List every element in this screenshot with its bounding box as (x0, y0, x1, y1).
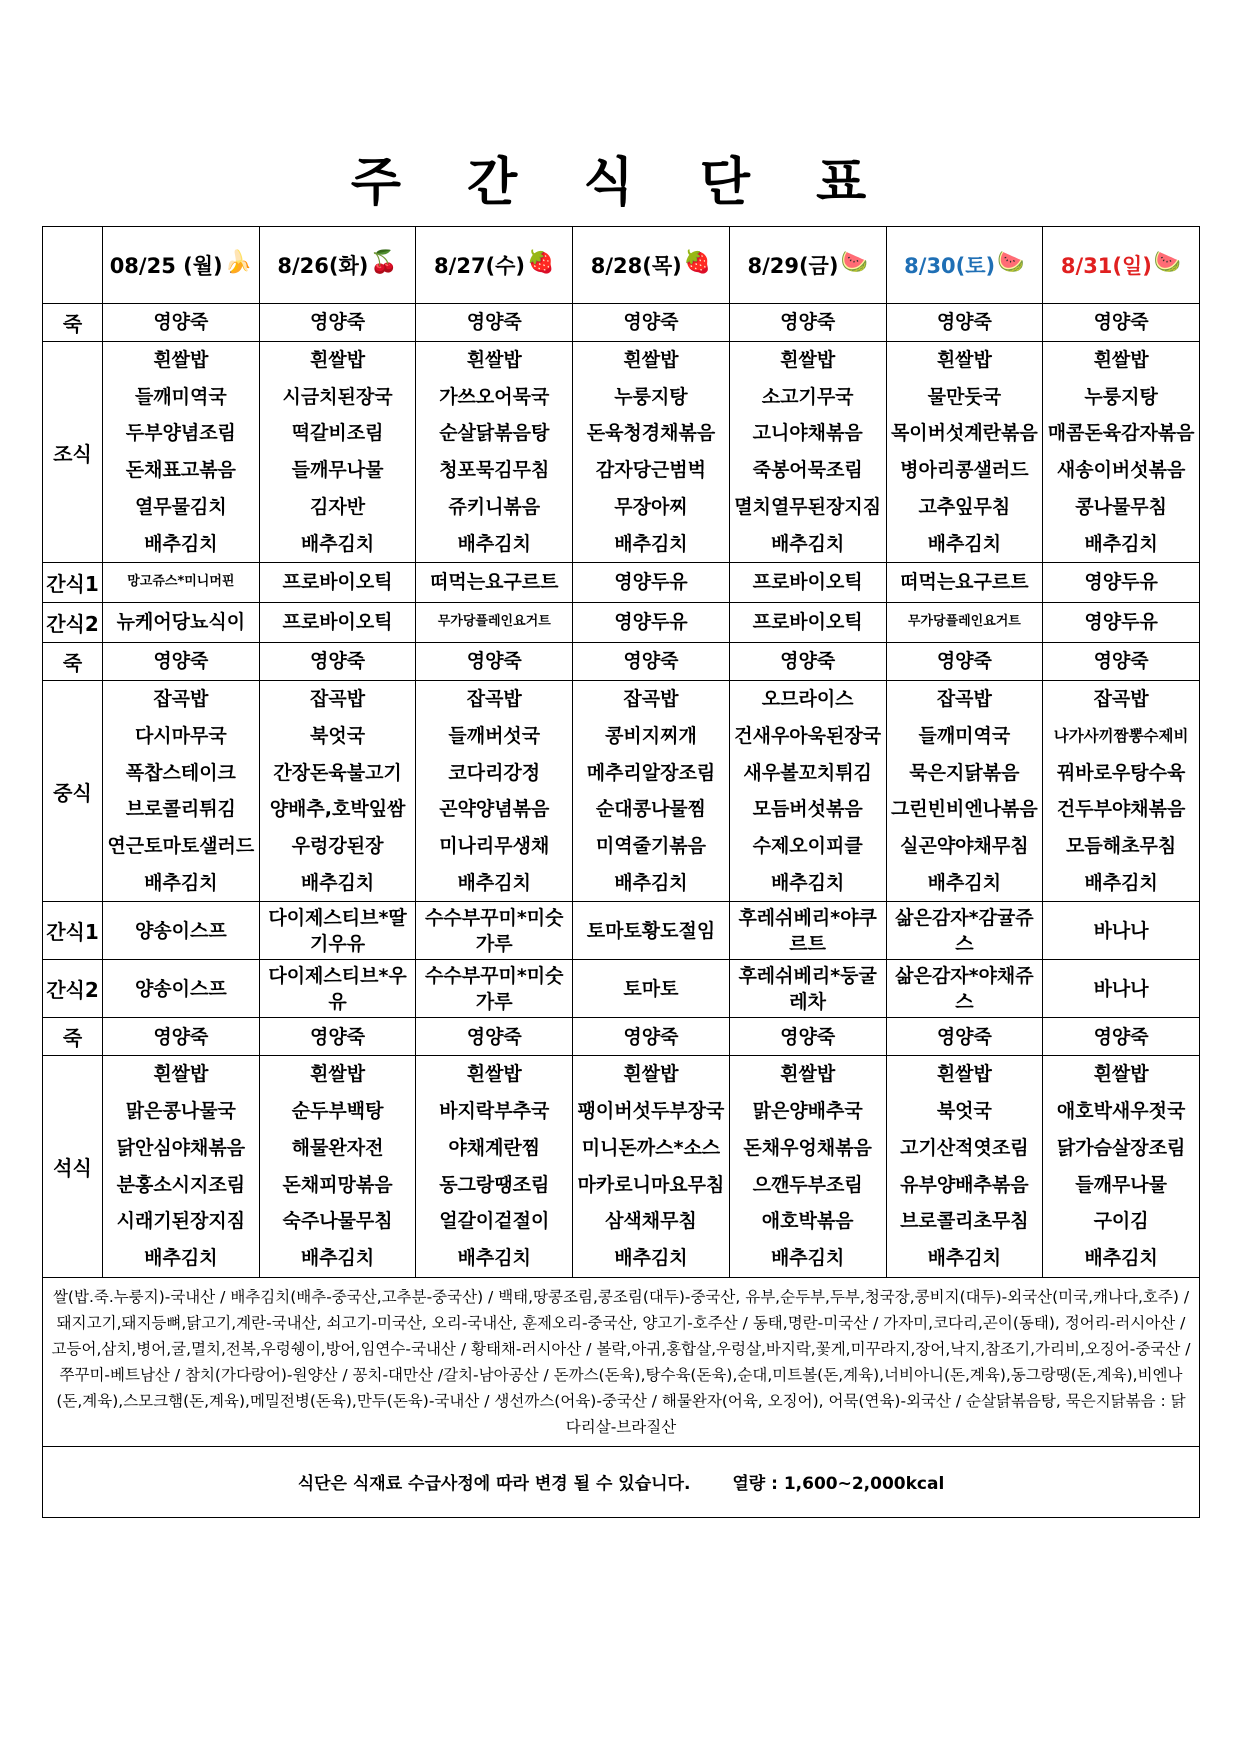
menu-item: 순대콩나물찜 (595, 798, 707, 821)
breakfast-label: 조식 (43, 342, 103, 563)
dinner-porridge-cell: 영양죽 (416, 1018, 573, 1056)
lunch-porridge-cell: 영양죽 (573, 643, 730, 681)
menu-item: 배추김치 (144, 1246, 218, 1269)
menu-item: 꿔바로우탕수육 (1056, 761, 1186, 784)
menu-item: 으깬두부조림 (752, 1173, 863, 1196)
breakfast-porridge-cell: 영양죽 (886, 304, 1043, 342)
menu-item: 고니야채볶음 (752, 422, 863, 445)
dinner-row (43, 1056, 1200, 1277)
pm-snack1-cell: 바나나 (1043, 902, 1200, 960)
menu-item: 흰쌀밥 (936, 349, 992, 371)
menu-item: 배추김치 (300, 1246, 375, 1269)
breakfast-porridge-row (43, 304, 1200, 342)
menu-item: 순살닭볶음탕 (439, 422, 550, 445)
menu-item: 순두부백탕 (291, 1100, 384, 1123)
breakfast-porridge-cell: 영양죽 (103, 304, 260, 342)
menu-item: 배추김치 (770, 871, 845, 894)
menu-item: 돈채우엉채볶음 (743, 1136, 872, 1159)
menu-item: 흰쌀밥 (623, 1063, 679, 1086)
menu-item: 구이김 (1093, 1210, 1149, 1233)
menu-item: 잡곡밥 (1093, 688, 1149, 711)
am-snack2-cell: 무가당플레인요거트 (886, 603, 1043, 643)
breakfast-cell (259, 342, 416, 563)
menu-item: 배추김치 (457, 871, 531, 894)
menu-item: 죽봉어묵조림 (752, 459, 863, 482)
menu-item: 누룽지탕 (614, 385, 688, 408)
dinner-porridge-cell: 영양죽 (886, 1018, 1043, 1056)
menu-item: 병아리콩샐러드 (900, 459, 1029, 482)
dinner-label: 석식 (43, 1056, 103, 1277)
menu-item: 새우볼꼬치튀김 (743, 761, 872, 784)
menu-item: 잡곡밥 (936, 688, 992, 711)
pm-snack1-label: 간식1 (43, 902, 103, 960)
dinner-cell (259, 1056, 416, 1277)
menu-item: 멸치열무된장지짐 (734, 495, 882, 518)
menu-item: 배추김치 (300, 532, 375, 555)
menu-item: 애호박볶음 (761, 1210, 854, 1233)
breakfast-cell (886, 342, 1043, 563)
dinner-cell (886, 1056, 1043, 1277)
day-header-sun: 8/31(일)🍉 (1043, 227, 1200, 304)
am-snack1-cell: 영양두유 (1043, 563, 1200, 603)
lunch-cell (729, 681, 886, 902)
dinner-porridge-cell: 영양죽 (259, 1018, 416, 1056)
pm-snack2-cell: 수수부꾸미*미숫가루 (416, 960, 573, 1018)
lunch-cell (573, 681, 730, 902)
pm-snack2-label: 간식2 (43, 960, 103, 1018)
menu-item: 흰쌀밥 (310, 1063, 366, 1086)
menu-item: 다시마무국 (134, 724, 227, 747)
breakfast-porridge-cell: 영양죽 (259, 304, 416, 342)
menu-item: 동그랑땡조림 (439, 1173, 550, 1196)
am-snack1-row (43, 563, 1200, 603)
menu-item: 나가사끼짬뽕수제비 (1053, 726, 1189, 745)
fruit-icon: 🍉 (840, 250, 868, 275)
menu-item: 두부양념조림 (125, 422, 236, 445)
dinner-cell (103, 1056, 260, 1277)
pm-snack1-cell: 토마토황도절임 (573, 902, 730, 960)
menu-item: 모듬버섯볶음 (752, 798, 863, 821)
am-snack2-cell: 영양두유 (1043, 603, 1200, 643)
menu-item: 그린빈비엔나볶음 (890, 798, 1038, 821)
menu-item: 배추김치 (1084, 1246, 1158, 1269)
menu-item: 감자당근범벅 (595, 459, 707, 482)
menu-item: 배추김치 (927, 1246, 1002, 1269)
pm-snack1-row (43, 902, 1200, 960)
menu-item: 들깨미역국 (918, 724, 1011, 747)
fruit-icon: 🍉 (997, 250, 1025, 275)
menu-item: 잡곡밥 (466, 688, 522, 711)
lunch-porridge-cell: 영양죽 (886, 643, 1043, 681)
lunch-cell (886, 681, 1043, 902)
menu-item: 배추김치 (1084, 532, 1158, 555)
menu-item: 열무물김치 (134, 495, 227, 518)
am-snack2-cell: 프로바이오틱 (259, 603, 416, 643)
breakfast-cell (103, 342, 260, 563)
menu-item: 흰쌀밥 (780, 349, 836, 371)
menu-item: 수제오이피클 (752, 835, 863, 858)
am-snack2-label: 간식2 (43, 603, 103, 643)
lunch-porridge-label: 죽 (43, 643, 103, 681)
menu-item: 누룽지탕 (1084, 385, 1158, 408)
calorie-info: 열량 : 1,600~2,000kcal (732, 1474, 945, 1495)
menu-item: 매콤돈육감자볶음 (1047, 422, 1195, 445)
am-snack1-cell: 프로바이오틱 (259, 563, 416, 603)
menu-item: 브로콜리초무침 (900, 1210, 1029, 1233)
menu-item: 물만둣국 (927, 385, 1002, 408)
menu-item: 유부양배추볶음 (900, 1173, 1029, 1196)
menu-item: 북엇국 (936, 1100, 992, 1123)
pm-snack2-cell: 바나나 (1043, 960, 1200, 1018)
pm-snack1-cell: 양송이스프 (103, 902, 260, 960)
day-header-tue: 8/26(화)🍒 (259, 227, 416, 304)
notice-text: 식단은 식재료 수급사정에 따라 변경 될 수 있습니다. (297, 1474, 691, 1495)
lunch-porridge-cell: 영양죽 (103, 643, 260, 681)
menu-item: 연근토마토샐러드 (107, 835, 255, 858)
breakfast-porridge-label: 죽 (43, 304, 103, 342)
menu-item: 브로콜리튀김 (125, 798, 236, 821)
menu-item: 돈채피망볶음 (282, 1173, 393, 1196)
am-snack1-cell: 떠먹는요구르트 (886, 563, 1043, 603)
menu-item: 모듬해초무침 (1066, 835, 1177, 858)
menu-item: 목이버섯계란볶음 (890, 422, 1038, 445)
menu-item: 곤약양념볶음 (439, 798, 550, 821)
day-header-wed: 8/27(수)🍓 (416, 227, 573, 304)
am-snack1-cell: 떠먹는요구르트 (416, 563, 573, 603)
am-snack1-cell: 영양두유 (573, 563, 730, 603)
lunch-porridge-cell: 영양죽 (416, 643, 573, 681)
menu-item: 흰쌀밥 (466, 1063, 522, 1086)
pm-snack1-cell: 후레쉬베리*야쿠르트 (729, 902, 886, 960)
menu-table (42, 226, 1200, 1518)
menu-item: 김자반 (310, 495, 366, 518)
fruit-icon: 🍓 (527, 250, 555, 275)
menu-item: 흰쌀밥 (1093, 349, 1149, 371)
menu-item: 소고기무국 (761, 385, 854, 408)
am-snack2-cell: 프로바이오틱 (729, 603, 886, 643)
menu-item: 해물완자전 (291, 1136, 384, 1159)
menu-item: 배추김치 (614, 532, 688, 555)
breakfast-cell (416, 342, 573, 563)
menu-item: 흰쌀밥 (310, 349, 366, 371)
menu-item: 쥬키니볶음 (448, 495, 541, 518)
am-snack2-cell: 무가당플레인요거트 (416, 603, 573, 643)
lunch-porridge-cell: 영양죽 (1043, 643, 1200, 681)
menu-item: 배추김치 (927, 871, 1002, 894)
pm-snack1-cell: 삶은감자*감귤쥬스 (886, 902, 1043, 960)
dinner-porridge-cell: 영양죽 (573, 1018, 730, 1056)
day-header-fri: 8/29(금)🍉 (729, 227, 886, 304)
menu-item: 양배추,호박잎쌈 (269, 798, 406, 821)
fruit-icon: 🍓 (683, 250, 712, 275)
menu-item: 흰쌀밥 (1093, 1063, 1149, 1086)
menu-item: 북엇국 (310, 724, 366, 747)
menu-item: 새송이버섯볶음 (1056, 459, 1186, 482)
menu-item: 들깨무나물 (291, 459, 384, 482)
menu-item: 배추김치 (614, 1246, 688, 1269)
breakfast-row (43, 342, 1200, 563)
breakfast-porridge-cell: 영양죽 (1043, 304, 1200, 342)
menu-item: 배추김치 (927, 532, 1002, 555)
menu-item: 배추김치 (770, 532, 845, 555)
menu-item: 실곤약야채무침 (900, 835, 1029, 858)
cherry-icon: 🍒 (370, 250, 398, 275)
menu-item: 메추리알장조림 (586, 761, 716, 784)
menu-item: 흰쌀밥 (780, 1063, 836, 1086)
dinner-porridge-row (43, 1018, 1200, 1056)
menu-item: 삼색채무침 (605, 1210, 697, 1233)
menu-item: 묵은지닭볶음 (909, 761, 1020, 784)
menu-item: 배추김치 (300, 871, 375, 894)
menu-item: 시래기된장지짐 (116, 1210, 246, 1233)
menu-item: 간장돈육불고기 (273, 761, 402, 784)
menu-item: 애호박새우젓국 (1056, 1100, 1186, 1123)
day-header-sat: 8/30(토)🍉 (886, 227, 1043, 304)
dinner-cell (729, 1056, 886, 1277)
menu-item: 시금치된장국 (282, 385, 393, 408)
menu-item: 폭찹스테이크 (125, 761, 236, 784)
menu-item: 흰쌀밥 (153, 1063, 209, 1086)
pm-snack2-cell: 후레쉬베리*둥굴레차 (729, 960, 886, 1018)
menu-item: 고추잎무침 (918, 495, 1011, 518)
menu-item: 배추김치 (144, 532, 218, 555)
dinner-porridge-cell: 영양죽 (1043, 1018, 1200, 1056)
menu-item: 잡곡밥 (153, 688, 209, 711)
menu-item: 들깨무나물 (1075, 1173, 1167, 1196)
am-snack1-cell: 프로바이오틱 (729, 563, 886, 603)
menu-item: 맑은양배추국 (752, 1100, 863, 1123)
header-row (43, 227, 1200, 304)
notice-row (43, 1446, 1200, 1517)
menu-item: 흰쌀밥 (466, 349, 522, 371)
pm-snack2-cell: 다이제스티브*우유 (259, 960, 416, 1018)
menu-item: 잡곡밥 (310, 688, 366, 711)
lunch-cell (259, 681, 416, 902)
lunch-porridge-cell: 영양죽 (729, 643, 886, 681)
menu-item: 청포묵김무침 (439, 459, 550, 482)
pm-snack2-cell: 토마토 (573, 960, 730, 1018)
menu-item: 팽이버섯두부장국 (577, 1100, 725, 1123)
menu-item: 맑은콩나물국 (125, 1100, 236, 1123)
menu-item: 배추김치 (1084, 871, 1158, 894)
breakfast-cell (1043, 342, 1200, 563)
dinner-porridge-cell: 영양죽 (103, 1018, 260, 1056)
menu-item: 코다리강정 (448, 761, 541, 784)
lunch-porridge-cell: 영양죽 (259, 643, 416, 681)
am-snack2-cell: 영양두유 (573, 603, 730, 643)
breakfast-porridge-cell: 영양죽 (729, 304, 886, 342)
day-header-thu: 8/28(목)🍓 (573, 227, 730, 304)
dinner-cell (1043, 1056, 1200, 1277)
dinner-porridge-cell: 영양죽 (729, 1018, 886, 1056)
pm-snack2-cell: 삶은감자*야채쥬스 (886, 960, 1043, 1018)
am-snack1-cell: 망고쥬스*미니머핀 (103, 563, 260, 603)
menu-item: 오므라이스 (761, 688, 854, 711)
pm-snack1-cell: 수수부꾸미*미숫가루 (416, 902, 573, 960)
menu-item: 얼갈이겉절이 (439, 1210, 550, 1233)
page-title: 주 간 식 단 표 (350, 153, 891, 213)
origin-info: 쌀(밥.죽.누룽지)-국내산 / 배추김치(배추-중국산,고추분-중국산) / 백태,땅콩조림,콩조림(대두)-중국산, 유부,순두부,두부,청국장,콩비지(대두)-외국산(미국,캐나다,호주) / 돼지고기,돼지등뼈,닭고기,계란-국내산, 쇠고기-미국산, 오리-국내산, 훈제오리-중국산, 양고기-호주산 / 동태,명란-미국산 / 가자미,코다리,곤이(동태), 정어리-러시아산 / 고등어,삼치,병어,굴,멸치,전복,우렁쉥이,방어,임연수-국내산 / 황태채-러시아산 / 볼락,아귀,홍합살,우렁살,바지락,꽃게,미꾸라지,장어,낙지,참조기,가리비,오징어-중국산 / 쭈꾸미-베트남산 / 참치(가다랑어)-원양산 / 꽁치-대만산 /갈치-남아공산 / 돈까스(돈육),탕수육(돈육),순대,미트볼(돈,계육),너비아니(돈,계육),동그랑땡(돈,계육),비엔나(돈,계육),스모크햄(돈,계육),메밀전병(돈육),만두(돈육)-국내산 / 생선까스(어육)-중국산 / 해물완자(어육, 오징어), 어묵(연육)-외국산 / 순살닭볶음탕, 묵은지닭볶음 : 닭다리살-브라질산 (43, 1277, 1200, 1446)
pm-snack2-row (43, 960, 1200, 1018)
menu-item: 돈육청경채볶음 (586, 422, 716, 445)
menu-item: 흰쌀밥 (623, 349, 679, 371)
menu-item: 돈채표고볶음 (125, 459, 236, 482)
menu-item: 배추김치 (144, 871, 218, 894)
lunch-cell (416, 681, 573, 902)
menu-item: 콩비지찌개 (605, 724, 697, 747)
menu-item: 들깨버섯국 (448, 724, 541, 747)
lunch-porridge-row (43, 643, 1200, 681)
menu-item: 건새우아욱된장국 (734, 724, 882, 747)
menu-item: 닭안심야채볶음 (116, 1136, 246, 1159)
menu-item: 배추김치 (457, 532, 531, 555)
menu-item: 마카로니마요무침 (577, 1173, 725, 1196)
menu-item: 닭가슴살장조림 (1056, 1136, 1186, 1159)
menu-item: 우렁강된장 (291, 835, 384, 858)
dinner-cell (573, 1056, 730, 1277)
menu-item: 가쓰오어묵국 (439, 385, 550, 408)
lunch-cell (103, 681, 260, 902)
pm-snack2-cell: 양송이스프 (103, 960, 260, 1018)
menu-item: 건두부야채볶음 (1056, 798, 1186, 821)
menu-item: 떡갈비조림 (291, 422, 384, 445)
menu-item: 미니돈까스*소스 (581, 1136, 721, 1159)
menu-item: 흰쌀밥 (936, 1063, 992, 1086)
am-snack2-cell: 뉴케어당뇨식이 (103, 603, 260, 643)
am-snack2-row (43, 603, 1200, 643)
menu-item: 흰쌀밥 (153, 349, 209, 371)
menu-item: 고기산적엿조림 (900, 1136, 1029, 1159)
pm-snack1-cell: 다이제스티브*딸기우유 (259, 902, 416, 960)
menu-item: 들깨미역국 (134, 385, 227, 408)
am-snack1-label: 간식1 (43, 563, 103, 603)
menu-item: 야채계란찜 (448, 1136, 541, 1159)
menu-item: 무장아찌 (614, 495, 688, 518)
lunch-cell (1043, 681, 1200, 902)
breakfast-porridge-cell: 영양죽 (573, 304, 730, 342)
breakfast-cell (573, 342, 730, 563)
dinner-porridge-label: 죽 (43, 1018, 103, 1056)
banana-icon: 🍌 (224, 250, 253, 275)
menu-item: 바지락부추국 (439, 1100, 550, 1123)
menu-item: 미역줄기볶음 (595, 835, 707, 858)
menu-item: 배추김치 (770, 1246, 845, 1269)
corner-cell (43, 227, 103, 304)
menu-item: 배추김치 (614, 871, 688, 894)
menu-item: 배추김치 (457, 1246, 531, 1269)
menu-item: 잡곡밥 (623, 688, 679, 711)
menu-item: 미나리무생채 (439, 835, 550, 858)
dinner-cell (416, 1056, 573, 1277)
lunch-row (43, 681, 1200, 902)
menu-item: 분홍소시지조림 (116, 1173, 246, 1196)
breakfast-porridge-cell: 영양죽 (416, 304, 573, 342)
day-header-mon: 08/25 (월)🍌 (103, 227, 260, 304)
breakfast-cell (729, 342, 886, 563)
menu-item: 숙주나물무침 (282, 1210, 393, 1233)
fruit-icon: 🍉 (1153, 250, 1182, 275)
menu-item: 콩나물무침 (1075, 495, 1167, 518)
lunch-label: 중식 (43, 681, 103, 902)
